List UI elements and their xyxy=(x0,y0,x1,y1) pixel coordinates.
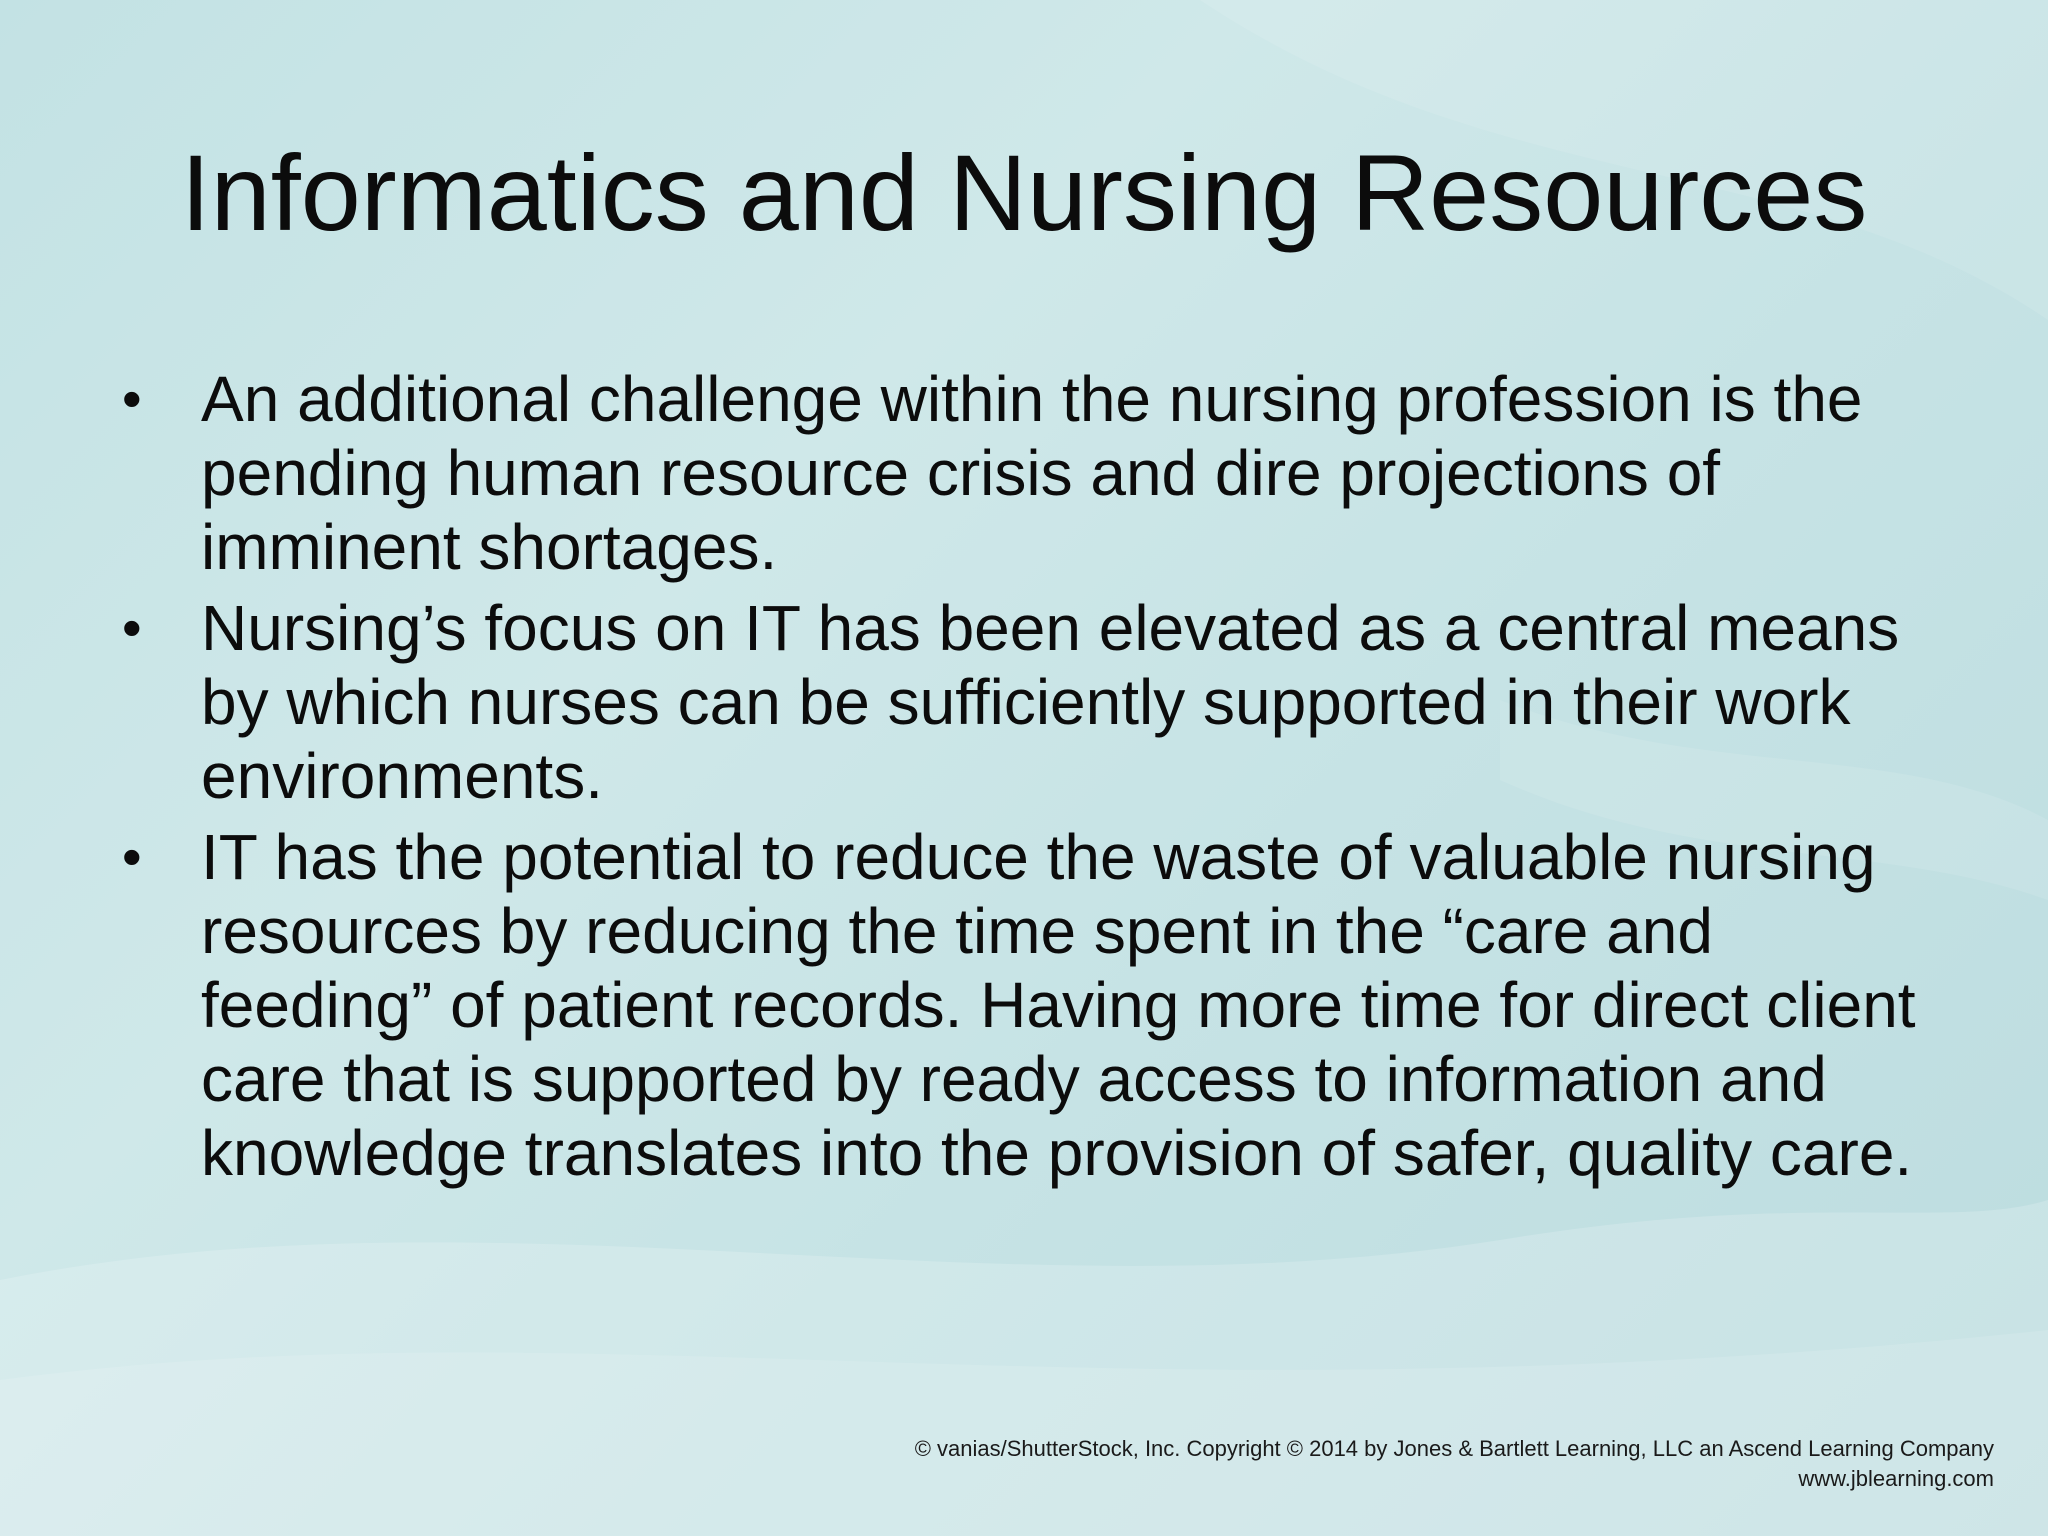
bullet-item xyxy=(122,820,1952,1190)
copyright-credit xyxy=(915,1434,1994,1494)
bullet-icon: • xyxy=(122,367,142,430)
bullet-text: An additional challenge within the nursing profession is the pending human resource crisis and dire projections of imminent shortages. xyxy=(201,363,1863,583)
bullet-icon: • xyxy=(122,596,142,659)
website-line: www.jblearning.com xyxy=(1798,1466,1994,1491)
bullet-icon: • xyxy=(122,825,142,888)
bullet-item xyxy=(122,362,1952,584)
bullet-item xyxy=(122,591,1952,813)
bullet-text: Nursing’s focus on IT has been elevated as a central means by which nurses can be sufficiently supported in their work environments. xyxy=(201,592,1900,812)
copyright-line: © vanias/ShutterStock, Inc. Copyright © 2014 by Jones & Bartlett Learning, LLC an Ascend Learning Company xyxy=(914,1436,1994,1461)
bullet-list xyxy=(122,362,1952,1197)
slide-title: Informatics and Nursing Resources xyxy=(180,132,1868,253)
bullet-text: IT has the potential to reduce the waste of valuable nursing resources by reducing the time spent in the “care and feeding” of patient records. Having more time for direct client care that is supported by ready access to information and knowledge translates into the provision of safer, quality care. xyxy=(201,821,1916,1189)
